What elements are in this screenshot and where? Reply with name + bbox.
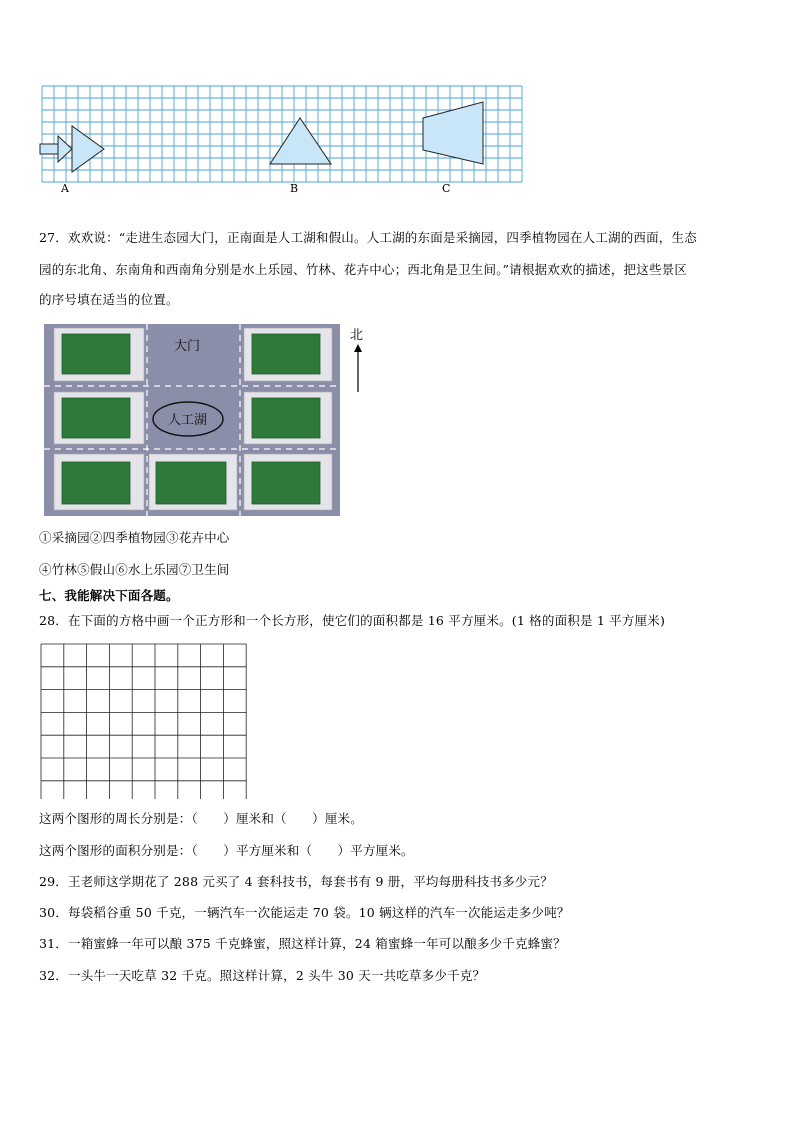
shape-b-triangle (270, 118, 331, 164)
shape-a-label: A (61, 182, 69, 195)
park-map (44, 324, 340, 516)
q27-line1: 27．欢欢说：“走进生态园大门，正南面是人工湖和假山。人工湖的东面是采摘园，四季植物园在人工湖的西面，生态 (39, 230, 697, 245)
shape-c-label: C (442, 182, 451, 195)
shapes-grid-figure (38, 84, 534, 196)
answer-grid (40, 643, 250, 799)
q28-area-line: 这两个图形的面积分别是：（ ）平方厘米和（ ）平方厘米。 (39, 843, 414, 858)
section-title: 七、我能解决下面各题。 (39, 588, 179, 603)
gate-label: 大门 (174, 339, 201, 354)
shape-a-arrow (40, 126, 104, 172)
q28-perimeter-line: 这两个图形的周长分别是：（ ）厘米和（ ）厘米。 (39, 811, 363, 826)
q28-text: 28．在下面的方格中画一个正方形和一个长方形，使它们的面积都是 16 平方厘米。(1 格的面积是 1 平方厘米) (39, 613, 666, 628)
q30-text: 30．每袋稻谷重 50 千克，一辆汽车一次能运走 70 袋。10 辆这样的汽车一次能运走多少吨？ (39, 905, 570, 920)
lake-label: 人工湖 (168, 413, 208, 428)
answer-grid-lines (41, 644, 246, 799)
q27-line2: 园的东北角、东南角和西南角分别是水上乐园、竹林、花卉中心；西北角是卫生间。”请根据欢欢的描述，把这些景区 (39, 262, 688, 277)
q27-options-line2: ④竹林⑤假山⑥水上乐园⑦卫生间 (39, 562, 230, 577)
q32-text: 32．一头牛一天吃草 32 千克。照这样计算，2 头牛 30 天一共吃草多少千克？ (39, 968, 486, 983)
q29-text: 29．王老师这学期花了 288 元买了 4 套科技书，每套书有 9 册，平均每册科技书多少元？ (39, 874, 553, 889)
q31-text: 31．一箱蜜蜂一年可以酿 375 千克蜂蜜，照这样计算，24 箱蜜蜂一年可以酿多少千克蜂蜜？ (39, 936, 566, 951)
shape-b-label: B (290, 182, 299, 195)
north-arrow-icon (352, 344, 364, 394)
q27-options-line1: ①采摘园②四季植物园③花卉中心 (39, 530, 230, 545)
north-label: 北 (350, 328, 364, 343)
shape-c-trapezoid (423, 102, 483, 164)
q27-line3: 的序号填在适当的位置。 (39, 292, 179, 307)
